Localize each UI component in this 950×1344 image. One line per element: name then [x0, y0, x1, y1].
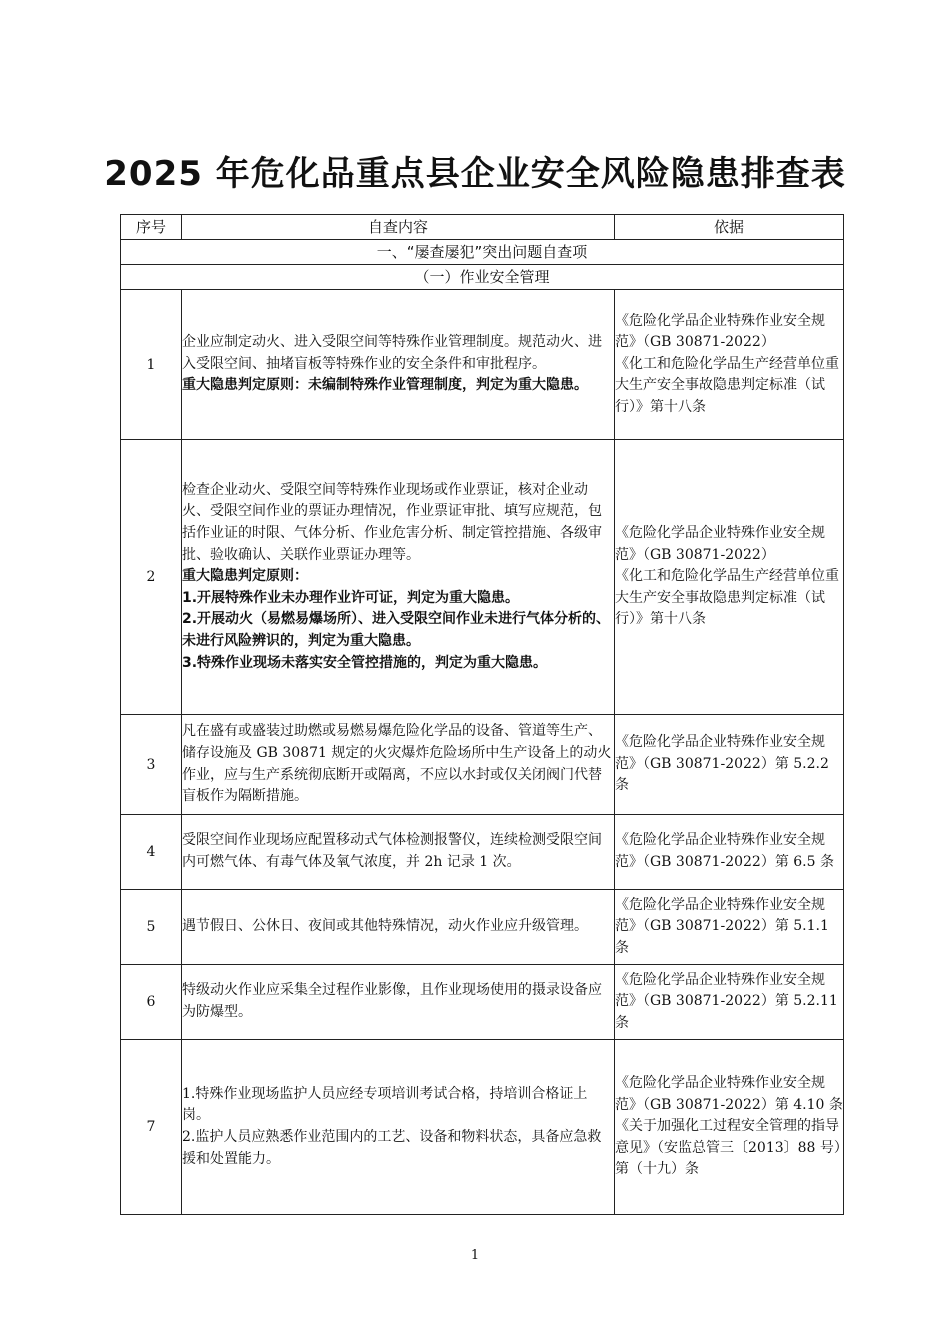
- basis-reference: 《关于加强化工过程安全管理的指导意见》（安监总管三〔2013〕88 号）第（十九）条: [615, 1118, 841, 1178]
- row-index: 4: [121, 815, 182, 890]
- major-hazard-criterion: 1.开展特殊作业未办理作业许可证，判定为重大隐患。: [182, 589, 520, 606]
- basis-reference: 《危险化学品企业特殊作业安全规范》（GB 30871-2022）: [615, 312, 825, 351]
- content-paragraph: 遇节假日、公休日、夜间或其他特殊情况，动火作业应升级管理。: [182, 918, 588, 935]
- subsection-row: [121, 265, 844, 290]
- major-hazard-criterion: 2.开展动火（易燃易爆场所）、进入受限空间作业未进行气体分析的、未进行风险辨识的，判定为重大隐患。: [182, 611, 611, 649]
- content-paragraph: 凡在盛有或盛装过助燃或易燃易爆危险化学品的设备、管道等生产、储存设施及 GB 30871 规定的火灾爆炸危险场所中生产设备上的动火作业，应与生产系统彻底断开或隔离，不应以水封或仅关闭阀门代替盲板作为隔断措施。: [182, 723, 612, 805]
- checklist-table: [120, 214, 844, 1215]
- basis-reference: 《危险化学品企业特殊作业安全规范》（GB 30871-2022）第 5.2.11 条: [615, 971, 838, 1031]
- section-title: 一、“屡查屡犯”突出问题自查项: [121, 240, 844, 265]
- row-index: 7: [121, 1040, 182, 1215]
- row-content: [182, 965, 615, 1040]
- header-row: [121, 215, 844, 240]
- table-row: [121, 815, 844, 890]
- basis-reference: 《危险化学品企业特殊作业安全规范》（GB 30871-2022）第 5.1.1 条: [615, 896, 829, 956]
- subsection-title: （一）作业安全管理: [121, 265, 844, 290]
- content-paragraph: 1.特殊作业现场监护人员应经专项培训考试合格，持培训合格证上岗。: [182, 1085, 588, 1124]
- table-row: [121, 965, 844, 1040]
- content-paragraph: 企业应制定动火、进入受限空间等特殊作业管理制度。规范动火、进入受限空间、抽堵盲板等特殊作业的安全条件和审批程序。: [182, 334, 602, 372]
- header-index: 序号: [121, 215, 182, 240]
- row-basis: [615, 890, 844, 965]
- table-row: [121, 290, 844, 440]
- basis-reference: 《化工和危险化学品生产经营单位重大生产安全事故隐患判定标准（试行）》第十八条: [615, 568, 839, 628]
- row-content: [182, 1040, 615, 1215]
- row-index: 3: [121, 715, 182, 815]
- header-content: 自查内容: [182, 215, 615, 240]
- row-index: 1: [121, 290, 182, 440]
- row-content: [182, 715, 615, 815]
- basis-reference: 《化工和危险化学品生产经营单位重大生产安全事故隐患判定标准（试行）》第十八条: [615, 355, 839, 415]
- content-paragraph: 受限空间作业现场应配置移动式气体检测报警仪，连续检测受限空间内可燃气体、有毒气体及氧气浓度，并 2h 记录 1 次。: [182, 832, 602, 870]
- table-row: [121, 1040, 844, 1215]
- row-basis: [615, 715, 844, 815]
- row-basis: [615, 815, 844, 890]
- table-row: [121, 440, 844, 715]
- page-number: 1: [470, 1248, 480, 1263]
- major-hazard-criterion: 重大隐患判定原则：未编制特殊作业管理制度，判定为重大隐患。: [182, 377, 588, 394]
- row-content: [182, 815, 615, 890]
- row-basis: [615, 965, 844, 1040]
- header-basis: 依据: [615, 215, 844, 240]
- row-basis: [615, 290, 844, 440]
- table-row: [121, 715, 844, 815]
- major-hazard-criterion: 重大隐患判定原则：: [182, 568, 308, 585]
- content-paragraph: 2.监护人员应熟悉作业范围内的工艺、设备和物料状态，具备应急救援和处置能力。: [182, 1129, 602, 1167]
- row-content: [182, 890, 615, 965]
- page-title: 2025 年危化品重点县企业安全风险隐患排查表: [104, 154, 846, 194]
- row-basis: [615, 440, 844, 715]
- basis-reference: 《危险化学品企业特殊作业安全规范》（GB 30871-2022）第 6.5 条: [615, 832, 834, 870]
- section-row: [121, 240, 844, 265]
- basis-reference: 《危险化学品企业特殊作业安全规范》（GB 30871-2022）第 4.10 条: [615, 1075, 843, 1113]
- content-paragraph: 特级动火作业应采集全过程作业影像，且作业现场使用的摄录设备应为防爆型。: [182, 982, 602, 1020]
- row-index: 5: [121, 890, 182, 965]
- basis-reference: 《危险化学品企业特殊作业安全规范》（GB 30871-2022）: [615, 525, 825, 563]
- basis-reference: 《危险化学品企业特殊作业安全规范》（GB 30871-2022）第 5.2.2 条: [615, 734, 829, 794]
- table-row: [121, 890, 844, 965]
- row-content: [182, 440, 615, 715]
- major-hazard-criterion: 3.特殊作业现场未落实安全管控措施的，判定为重大隐患。: [182, 654, 548, 671]
- row-index: 2: [121, 440, 182, 715]
- content-paragraph: 检查企业动火、受限空间等特殊作业现场或作业票证，核对企业动火、受限空间作业的票证办理情况，作业票证审批、填写应规范，包括作业证的时限、气体分析、作业危害分析、制定管控措施、各级审批、验收确认、关联作业票证办理等。: [182, 481, 602, 563]
- row-content: [182, 290, 615, 440]
- row-basis: [615, 1040, 844, 1215]
- row-index: 6: [121, 965, 182, 1040]
